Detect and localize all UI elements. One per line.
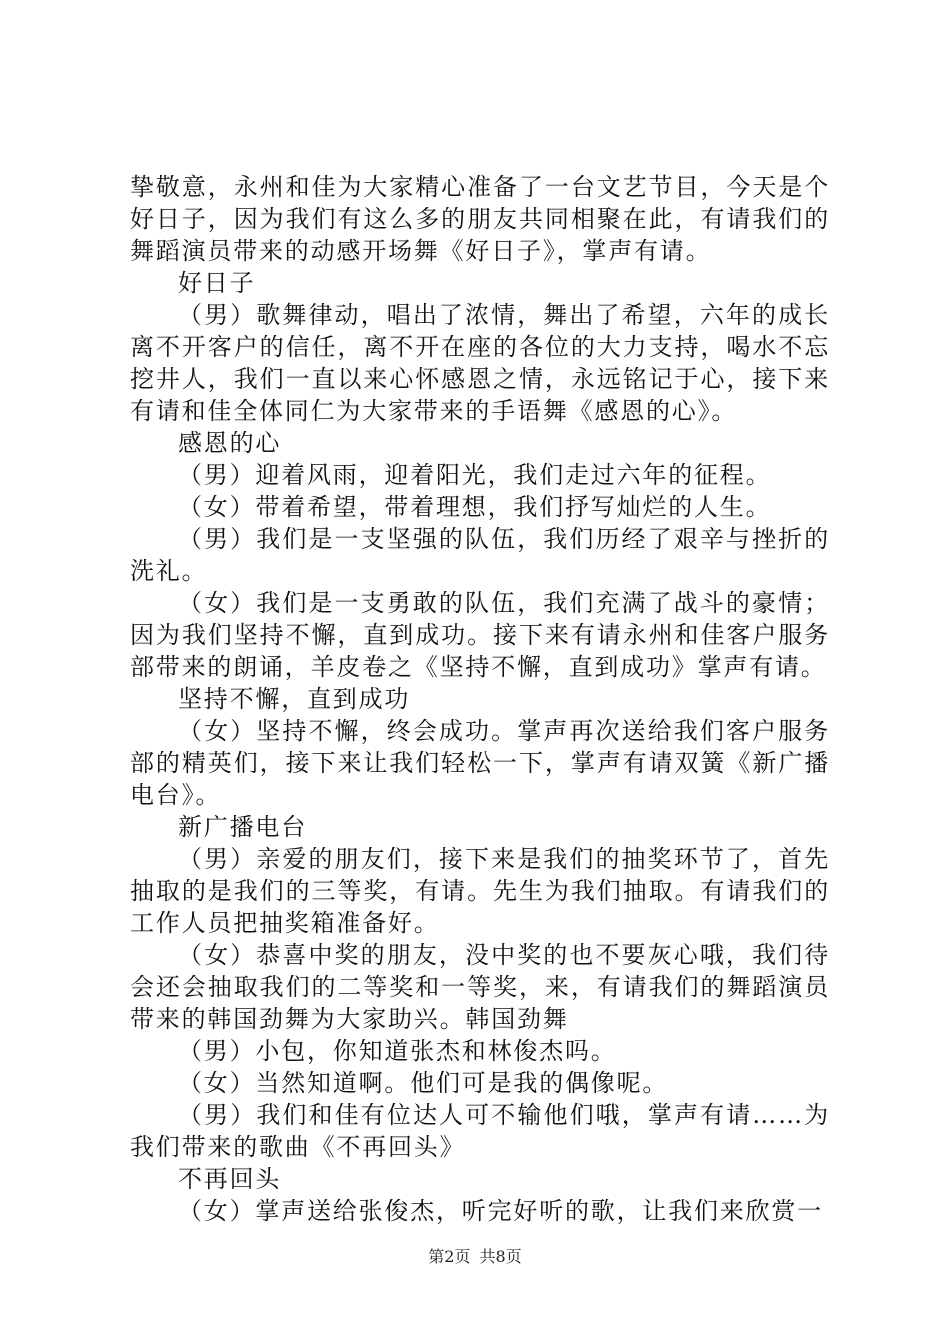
paragraph: （男）我们是一支坚强的队伍，我们历经了艰辛与挫折的洗礼。 [130,525,830,585]
paragraph: （男）亲爱的朋友们，接下来是我们的抽奖环节了，首先抽取的是我们的三等奖，有请。先生为我们抽取。有请我们的工作人员把抽奖箱准备好。 [130,845,830,937]
page-total: 共8页 [479,1247,522,1266]
paragraph: （女）恭喜中奖的朋友，没中奖的也不要灰心哦，我们待会还会抽取我们的二等奖和一等奖，来，有请我们的舞蹈演员带来的韩国劲舞为大家助兴。韩国劲舞 [130,941,830,1033]
program-title: 好日子 [178,269,256,297]
paragraph: （男）迎着风雨，迎着阳光，我们走过六年的征程。 [178,461,772,489]
paragraph: （男）小包，你知道张杰和林俊杰吗。 [178,1037,617,1065]
program-title: 新广播电台 [178,813,307,841]
program-title: 坚持不懈，直到成功 [178,685,411,713]
page-number: 第2页 [428,1247,471,1266]
program-title: 感恩的心 [178,429,282,457]
paragraph: （女）掌声送给张俊杰，听完好听的歌，让我们来欣赏一 [178,1197,823,1225]
paragraph: （女）带着希望，带着理想，我们抒写灿烂的人生。 [178,493,772,521]
document-body [130,171,830,1227]
paragraph: （女）坚持不懈，终会成功。掌声再次送给我们客户服务部的精英们，接下来让我们轻松一下，掌声有请双簧《新广播电台》。 [130,717,830,809]
page-footer [0,1244,950,1267]
paragraph: （男）我们和佳有位达人可不输他们哦，掌声有请……为我们带来的歌曲《不再回头》 [130,1101,830,1161]
paragraph: （男）歌舞律动，唱出了浓情，舞出了希望，六年的成长离不开客户的信任，离不开在座的各位的大力支持，喝水不忘挖井人，我们一直以来心怀感恩之情，永远铭记于心，接下来有请和佳全体同仁为大家带来的手语舞《感恩的心》。 [130,301,830,425]
program-title: 不再回头 [178,1165,282,1193]
paragraph: 挚敬意，永州和佳为大家精心准备了一台文艺节目，今天是个好日子，因为我们有这么多的朋友共同相聚在此，有请我们的舞蹈演员带来的动感开场舞《好日子》，掌声有请。 [130,173,830,265]
paragraph: （女）我们是一支勇敢的队伍，我们充满了战斗的豪情；因为我们坚持不懈，直到成功。接下来有请永州和佳客户服务部带来的朗诵，羊皮卷之《坚持不懈，直到成功》掌声有请。 [130,589,830,681]
paragraph: （女）当然知道啊。他们可是我的偶像呢。 [178,1069,669,1097]
